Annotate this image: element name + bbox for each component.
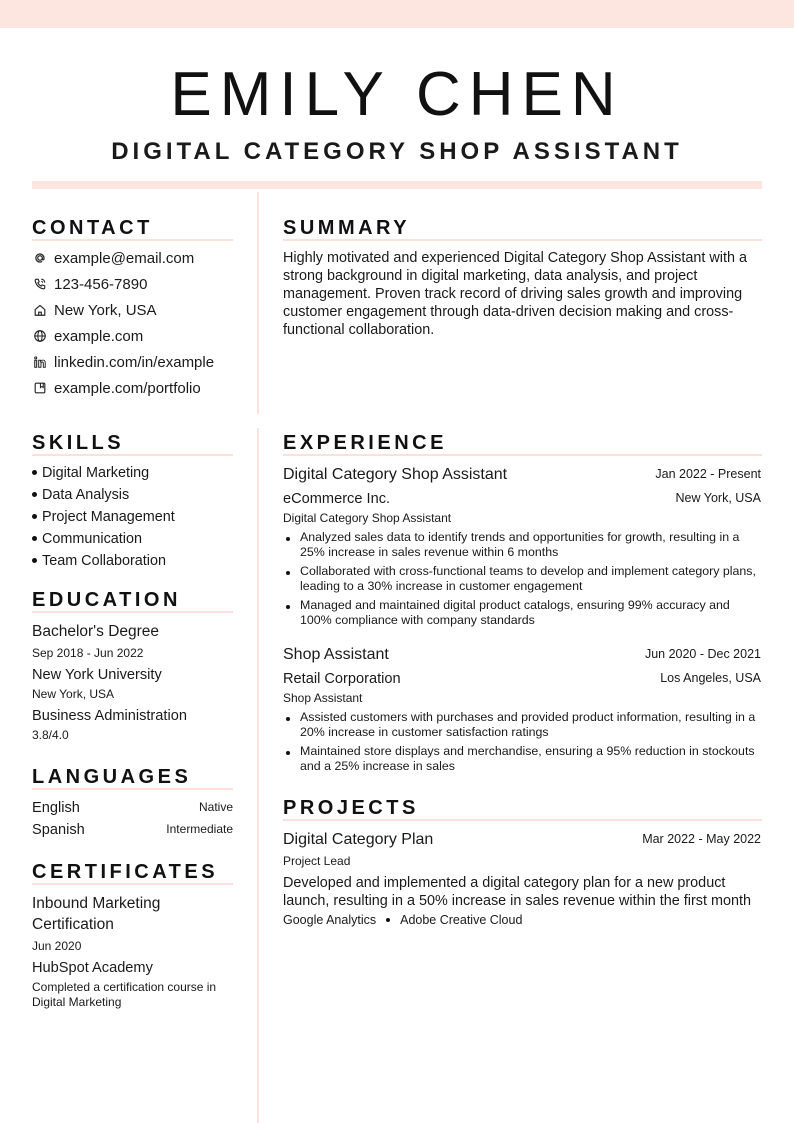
job-role: Shop Assistant [283, 691, 363, 705]
summary-heading: SUMMARY [283, 217, 411, 239]
job-title: Shop Assistant [283, 646, 389, 663]
project-tool: Adobe Creative Cloud [400, 913, 523, 927]
certificate-title-line2: Certification [32, 916, 114, 933]
education-rule [32, 611, 233, 613]
bullet-dot [286, 751, 290, 755]
job-bullet: Assisted customers with purchases and provided product information, resulting in a 20% increase in customer satisfaction ratings [283, 710, 761, 740]
contact-linkedin-text: linkedin.com/in/example [54, 353, 215, 371]
project-description: Developed and implemented a digital category plan for a new product launch, resulting in a 50% increase in sales revenue within the first month [283, 875, 751, 909]
language-level: Intermediate [166, 822, 233, 836]
certificate-desc-line2: Digital Marketing [32, 995, 122, 1009]
contact-location-text: New York, USA [54, 301, 157, 319]
bullet-dot [32, 492, 37, 497]
education-location: New York, USA [32, 687, 115, 701]
contact-phone-text: 123-456-7890 [54, 275, 148, 293]
language-name: English [32, 800, 80, 816]
bullet-dot [386, 918, 390, 922]
top-accent-band [0, 0, 794, 28]
job-bullet: Analyzed sales data to identify trends and opportunities for growth, resulting in a 25% increase in sales revenue within 6 months [283, 530, 761, 560]
project-title: Digital Category Plan [283, 831, 434, 848]
job-dates: Jun 2020 - Dec 2021 [644, 647, 761, 661]
certificate-desc-line1: Completed a certification course in [32, 980, 217, 994]
skills-heading: SKILLS [32, 432, 125, 454]
education-field: Business Administration [32, 708, 187, 724]
job-company: eCommerce Inc. [283, 491, 391, 507]
contact-location [32, 300, 157, 320]
certificates-heading: CERTIFICATES [32, 861, 219, 883]
skill-item: Communication [32, 530, 142, 548]
job-title: Digital Category Shop Assistant [283, 466, 508, 483]
skill-item: Data Analysis [32, 486, 129, 504]
bullet-dot [286, 571, 290, 575]
certificate-title-line1: Inbound Marketing [32, 895, 161, 912]
skills-rule [32, 454, 233, 456]
bullet-dot [32, 470, 37, 475]
contact-rule [32, 239, 233, 241]
portfolio-icon [32, 380, 48, 396]
bullet-dot [32, 514, 37, 519]
skill-item: Team Collaboration [32, 552, 166, 570]
candidate-title: DIGITAL CATEGORY SHOP ASSISTANT [111, 138, 683, 165]
education-school: New York University [32, 667, 162, 683]
column-divider-top [257, 192, 259, 414]
job-dates: Jan 2022 - Present [655, 467, 761, 481]
contact-portfolio[interactable] [32, 378, 201, 398]
contact-phone[interactable] [32, 274, 147, 294]
bullet-dot [32, 558, 37, 563]
certificate-date: Jun 2020 [32, 939, 82, 953]
job-location: Los Angeles, USA [660, 671, 761, 685]
projects-rule [283, 819, 762, 821]
project-tools [283, 912, 522, 928]
column-divider-bottom [257, 428, 259, 1123]
linkedin-icon [32, 354, 48, 370]
experience-heading: EXPERIENCE [283, 432, 447, 454]
contact-website[interactable] [32, 326, 143, 346]
language-name: Spanish [32, 822, 85, 838]
contact-website-text: example.com [54, 327, 144, 345]
home-icon [32, 302, 48, 318]
contact-linkedin[interactable] [32, 352, 214, 372]
header-divider [32, 181, 762, 189]
projects-heading: PROJECTS [283, 797, 419, 819]
language-level: Native [198, 800, 233, 814]
experience-rule [283, 454, 762, 456]
job-role: Digital Category Shop Assistant [283, 511, 452, 525]
bullet-dot [286, 717, 290, 721]
globe-icon [32, 328, 48, 344]
skill-item: Digital Marketing [32, 464, 149, 482]
education-dates: Sep 2018 - Jun 2022 [32, 646, 144, 660]
candidate-name: EMILY CHEN [170, 60, 624, 129]
job-company: Retail Corporation [283, 671, 401, 687]
certificate-issuer: HubSpot Academy [32, 960, 153, 976]
contact-email[interactable] [32, 248, 194, 268]
bullet-dot [286, 537, 290, 541]
project-tool: Google Analytics [283, 913, 377, 927]
certificates-rule [32, 883, 233, 885]
project-dates: Mar 2022 - May 2022 [642, 832, 761, 846]
skill-item: Project Management [32, 508, 175, 526]
summary-rule [283, 239, 762, 241]
job-location: New York, USA [675, 491, 761, 505]
education-degree: Bachelor's Degree [32, 623, 160, 640]
at-icon [32, 250, 48, 266]
summary-text: Highly motivated and experienced Digital Category Shop Assistant with a strong background in digital marketing, data analysis, and project management. Proven track record of driving sales growth and improving customer engagement through data-driven decision making and cross-functional collaboration. [283, 250, 747, 338]
languages-rule [32, 788, 233, 790]
project-role: Project Lead [283, 854, 351, 868]
phone-icon [32, 276, 48, 292]
contact-portfolio-text: example.com/portfolio [54, 379, 201, 397]
education-gpa: 3.8/4.0 [32, 728, 69, 742]
contact-email-text: example@email.com [54, 249, 195, 267]
job-bullet: Managed and maintained digital product catalogs, ensuring 99% accuracy and 100% compliance with company standards [283, 598, 761, 628]
bullet-dot [32, 536, 37, 541]
contact-heading: CONTACT [32, 217, 153, 239]
education-heading: EDUCATION [32, 589, 181, 611]
bullet-dot [286, 605, 290, 609]
languages-heading: LANGUAGES [32, 766, 192, 788]
job-bullet: Maintained store displays and merchandise, ensuring a 95% reduction in stockouts and a 25% increase in sales [283, 744, 761, 774]
job-bullet: Collaborated with cross-functional teams to develop and implement category plans, leading to a 30% increase in customer engagement [283, 564, 761, 594]
